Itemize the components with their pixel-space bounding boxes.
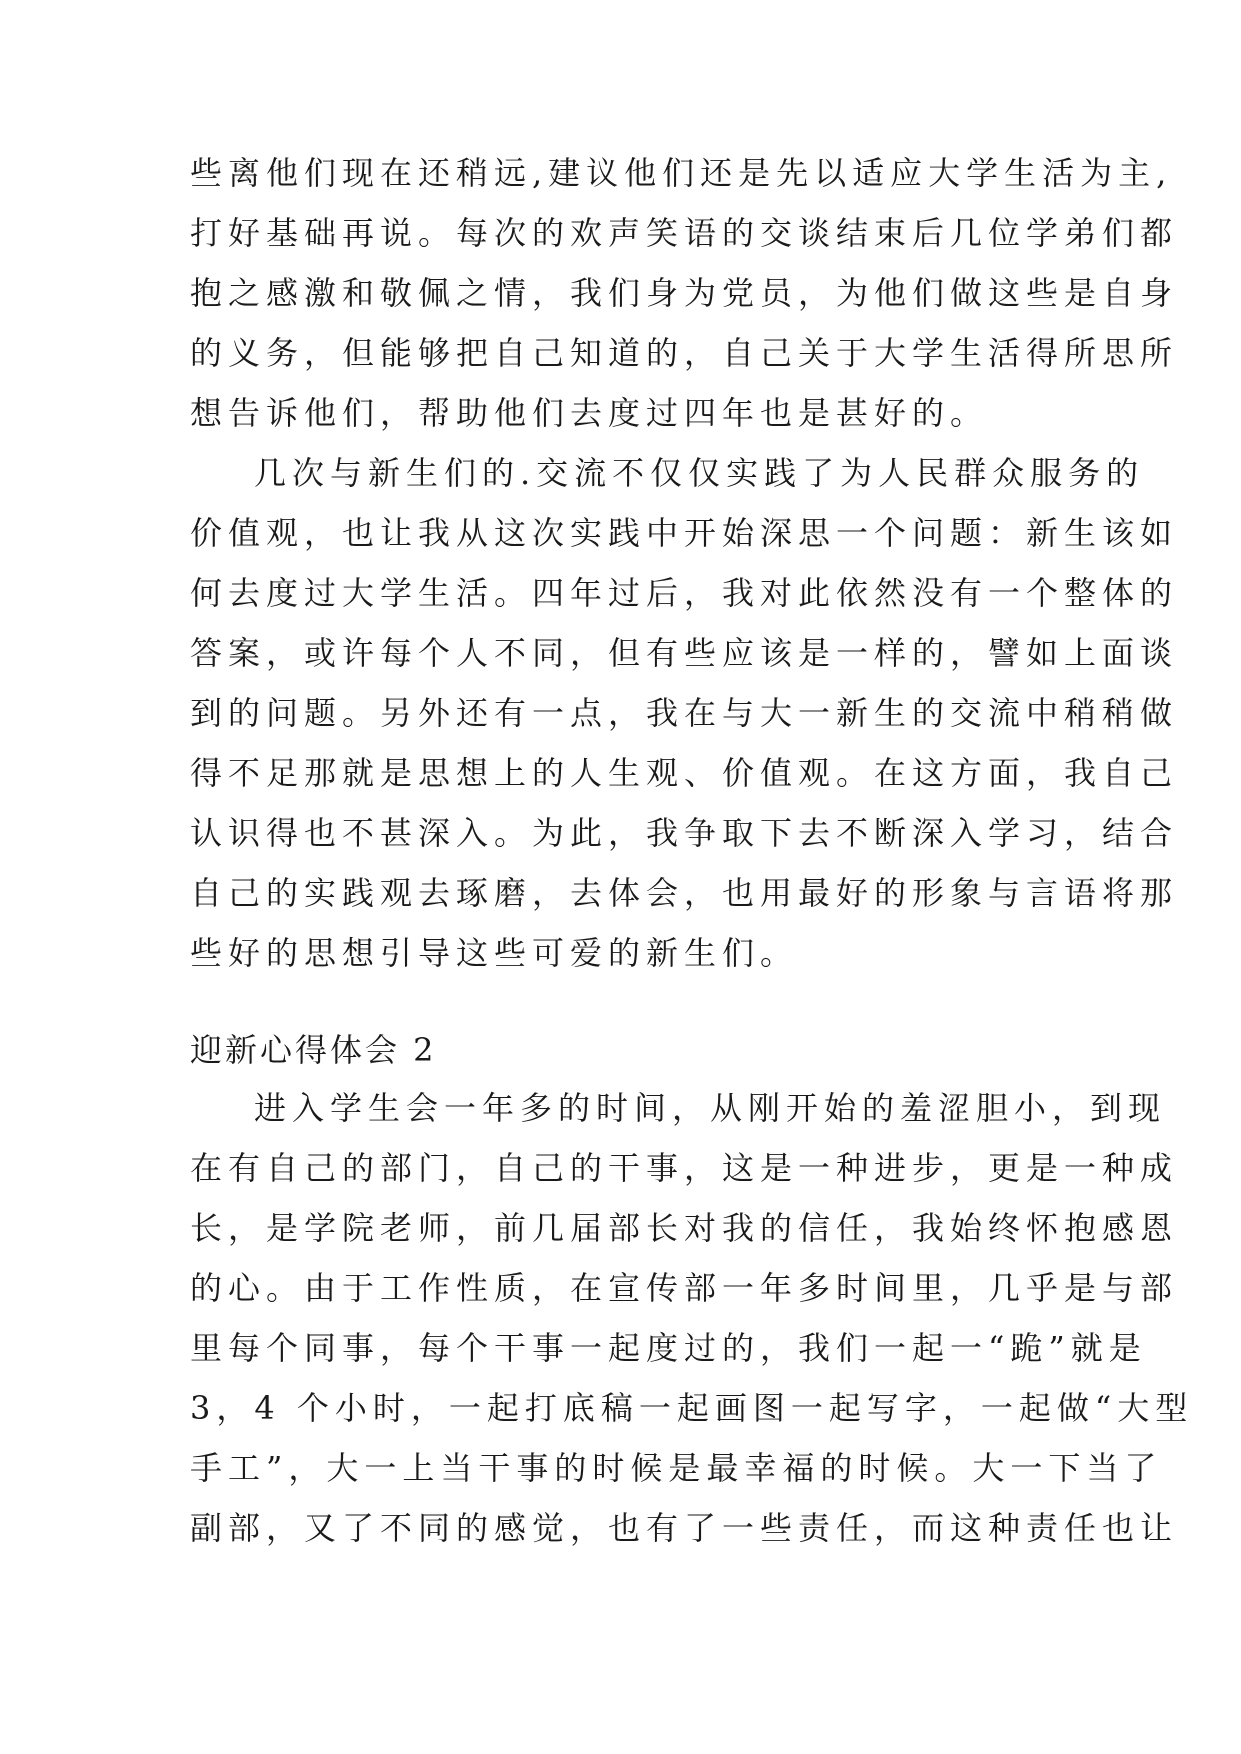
section1-paragraph-1 bbox=[190, 143, 1179, 443]
section-heading: 迎新心得体会 2 bbox=[190, 1031, 437, 1069]
text-line: 打好基础再说。每次的欢声笑语的交谈结束后几位学弟们都 bbox=[190, 214, 1179, 252]
text-line: 认识得也不甚深入。为此，我争取下去不断深入学习，结合 bbox=[190, 814, 1179, 852]
text-line: 些离他们现在还稍远,建议他们还是先以适应大学生活为主, bbox=[190, 154, 1173, 192]
text-line: 到的问题。另外还有一点，我在与大一新生的交流中稍稍做 bbox=[190, 694, 1179, 732]
text-line: 3，4 个小时，一起打底稿一起画图一起写字，一起做“大型 bbox=[190, 1389, 1194, 1427]
section2-paragraph-1 bbox=[190, 1078, 1194, 1558]
text-line: 长，是学院老师，前几届部长对我的信任，我始终怀抱感恩 bbox=[190, 1209, 1179, 1247]
text-line: 手工”，大一上当干事的时候是最幸福的时候。大一下当了 bbox=[190, 1449, 1163, 1487]
text-line: 的心。由于工作性质，在宣传部一年多时间里，几乎是与部 bbox=[190, 1269, 1179, 1307]
text-line: 副部，又了不同的感觉，也有了一些责任，而这种责任也让 bbox=[190, 1509, 1179, 1547]
text-line: 价值观，也让我从这次实践中开始深思一个问题：新生该如 bbox=[190, 514, 1179, 552]
text-line: 些好的思想引导这些可爱的新生们。 bbox=[190, 934, 799, 972]
text-line: 几次与新生们的.交流不仅仅实践了为人民群众服务的 bbox=[254, 454, 1145, 492]
text-line: 的义务，但能够把自己知道的，自己关于大学生活得所思所 bbox=[190, 334, 1179, 372]
text-line: 抱之感激和敬佩之情，我们身为党员，为他们做这些是自身 bbox=[190, 274, 1179, 312]
text-line: 答案，或许每个人不同，但有些应该是一样的，譬如上面谈 bbox=[190, 634, 1179, 672]
text-line: 在有自己的部门，自己的干事，这是一种进步，更是一种成 bbox=[190, 1149, 1179, 1187]
text-line: 进入学生会一年多的时间，从刚开始的羞涩胆小，到现 bbox=[254, 1089, 1167, 1127]
text-line: 得不足那就是思想上的人生观、价值观。在这方面，我自己 bbox=[190, 754, 1179, 792]
text-line: 何去度过大学生活。四年过后，我对此依然没有一个整体的 bbox=[190, 574, 1179, 612]
section1-paragraph-2 bbox=[190, 443, 1179, 983]
text-line: 自己的实践观去琢磨，去体会，也用最好的形象与言语将那 bbox=[190, 874, 1179, 912]
text-line: 想告诉他们，帮助他们去度过四年也是甚好的。 bbox=[190, 394, 989, 432]
text-line: 里每个同事，每个干事一起度过的，我们一起一“跪”就是 bbox=[190, 1329, 1147, 1367]
